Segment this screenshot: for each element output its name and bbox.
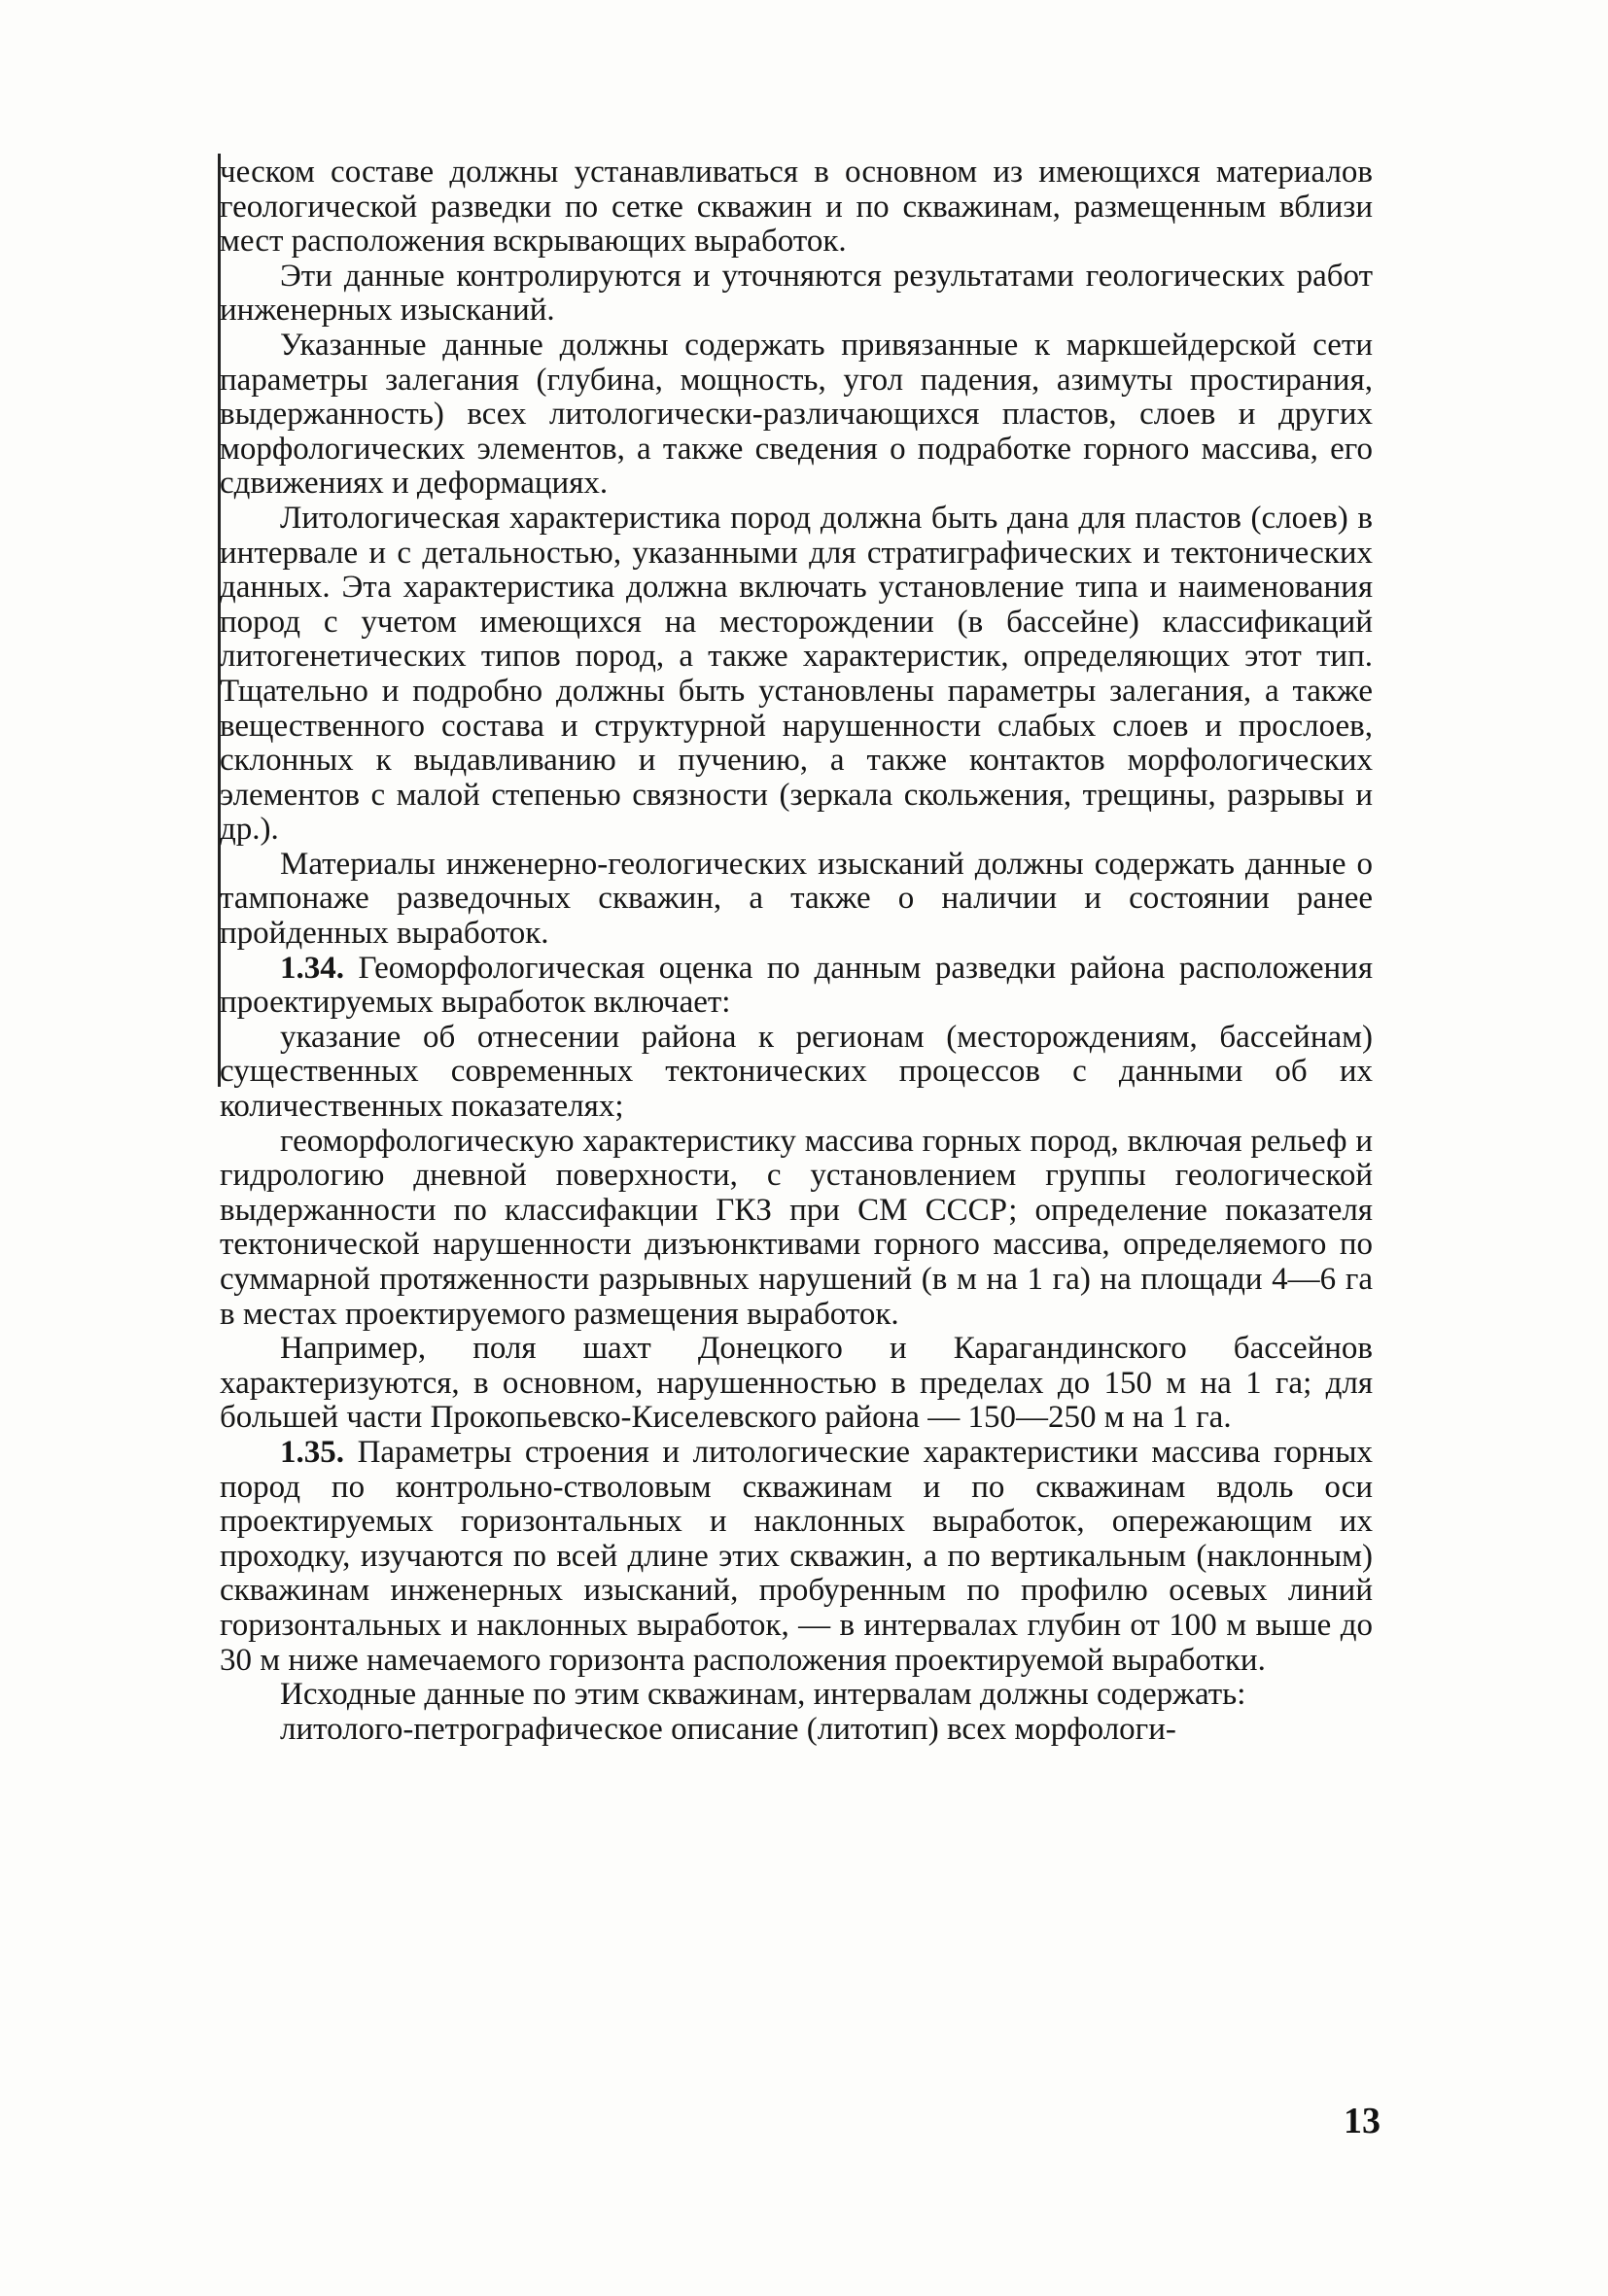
paragraph-11: Исходные данные по этим скважинам, интервалам должны содержать: [280, 1677, 1246, 1713]
paragraph-1: ческом составе должны устанавливаться в основном из имеющихся материалов геологической разведки по сетке скважин и по скважинам, размещенным вблизи мест расположения вскрывающих выработок. [220, 155, 1373, 260]
paragraph-9: Например, поля шахт Донецкого и Карагандинского бассейнов характеризуются, в основном, нарушенностью в пределах до 150 м на 1 га; для большей части Прокопьевско-Киселевского района — 150—250 м на 1 га. [220, 1331, 1373, 1436]
body-text [220, 156, 1373, 1747]
paragraph-12: литолого-петрографическое описание (литотип) всех морфологи- [280, 1711, 1176, 1747]
paragraph-3: Указанные данные должны содержать привязанные к маркшейдерской сети параметры залегания (глубина, мощность, угол падения, азимуты простирания, выдержанность) всех литологически-различающихся пластов, слоев и других морфологических элементов, а также сведения о подработке горного массива, его сдвижениях и деформациях. [220, 327, 1373, 502]
section-1-35 [220, 1436, 1373, 1678]
page-number: 13 [1344, 2101, 1381, 2141]
paragraph-5: Материалы инженерно-геологических изысканий должны содержать данные о тампонаже разведочных скважин, а также о наличии и состоянии ранее пройденных выработок. [220, 846, 1373, 952]
paragraph-8: геоморфологическую характеристику массива горных пород, включая рельеф и гидрологию дневной поверхности, с установлением группы геологической выдержанности по классифакции ГКЗ при СМ СССР; определение показателя тектонической нарушенности дизъюнктивами горного массива, определяемого по суммарной протяженности разрывных нарушений (в м на 1 га) на площади 4—6 га в местах проектируемого размещения выработок. [220, 1123, 1373, 1332]
paragraph-7: указание об отнесении района к регионам (месторождениям, бассейнам) существенных современных тектонических процессов с данными об их количественных показателях; [220, 1019, 1373, 1125]
paragraph-4: Литологическая характеристика пород должна быть дана для пластов (слоев) в интервале и с детальностью, указанными для стратиграфических и тектонических данных. Эта характеристика должна включать установление типа и наименования пород с учетом имеющихся на месторождении (в бассейне) классификаций литогенетических типов пород, а также характеристик, определяющих этот тип. Тщательно и подробно должны быть установлены параметры залегания, а также вещественного состава и структурной нарушенности слабых слоев и прослоев, склонных к выдавливанию и пучению, а также контактов морфологических элементов с малой степенью связности (зеркала скольжения, трещины, разрывы и др.). [220, 500, 1373, 848]
paragraph-2: Эти данные контролируются и уточняются результатами геологических работ инженерных изысканий. [220, 258, 1373, 329]
section-text: Геоморфологическая оценка по данным разведки района расположения проектируемых выработок включает: [220, 950, 1374, 1021]
section-text: Параметры строения и литологические характеристики массива горных пород по контрольно-стволовым скважинам и по скважинам вдоль оси проектируемых горизонтальных и наклонных выработок, опережающим их проходку, изучаются по всей длине этих скважин, а по вертикальным (наклонным) скважинам инженерных изысканий, пробуренным по профилю осевых линий горизонтальных и наклонных выработок, — в интервалах глубин от 100 м выше до 30 м ниже намечаемого горизонта расположения проектируемой выработки. [220, 1434, 1374, 1678]
section-number: 1.35. [280, 1434, 344, 1470]
section-1-34 [220, 952, 1373, 1021]
section-number: 1.34. [280, 950, 344, 986]
